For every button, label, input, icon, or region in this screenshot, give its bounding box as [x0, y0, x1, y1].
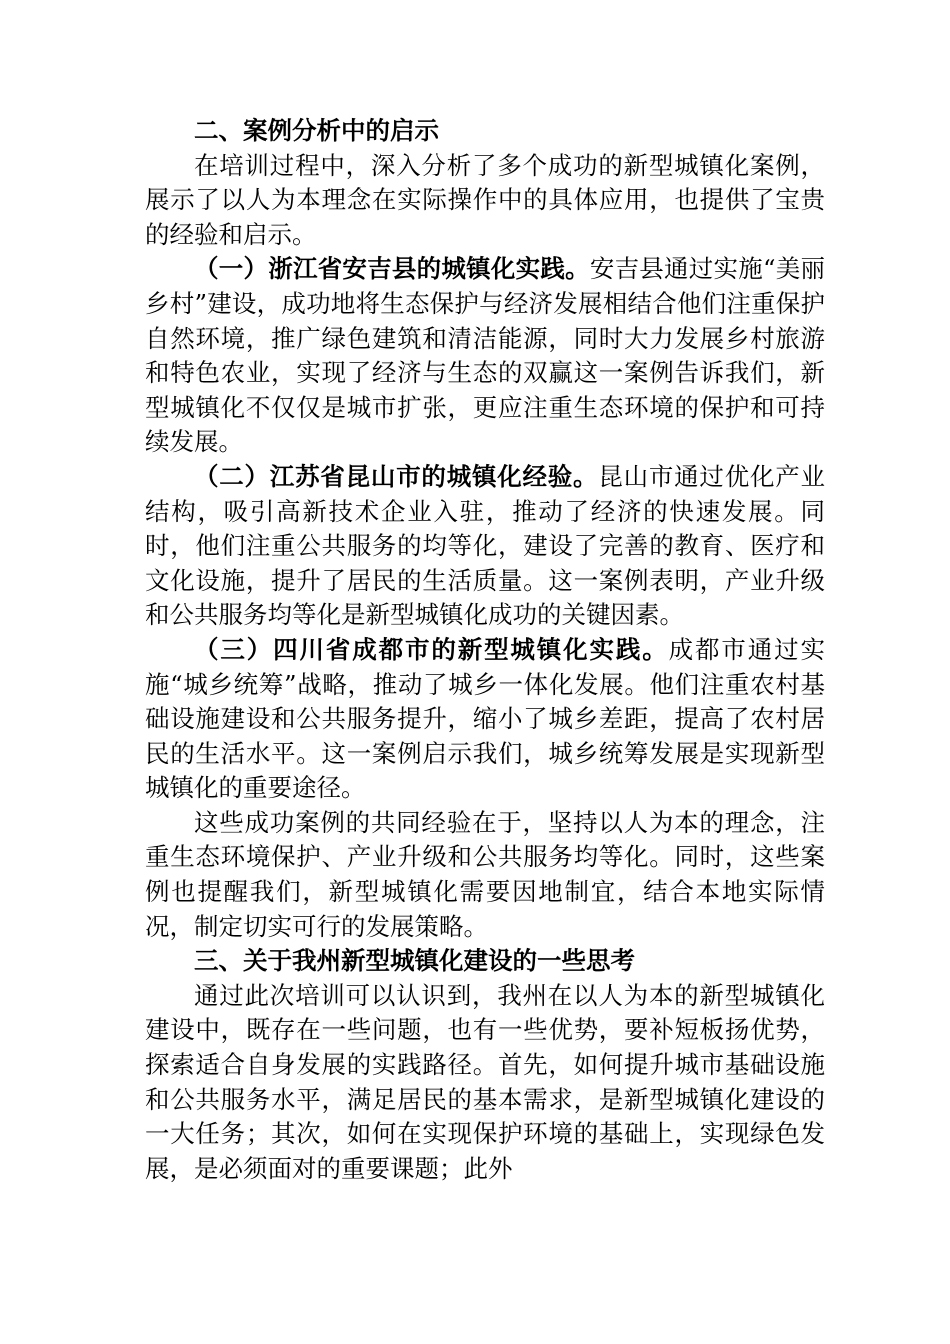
section-2-heading: 二、案例分析中的启示 [194, 116, 439, 145]
section-3-heading: 三、关于我州新型城镇化建设的一些思考 [194, 946, 635, 976]
case-1-paragraph [145, 252, 825, 460]
case-2-lead: （二）江苏省昆山市的城镇化经验。 [194, 461, 599, 491]
section-2-intro: 在培训过程中，深入分析了多个成功的新型城镇化案例，展示了以人为本理念在实际操作中的具体应用，也提供了宝贵的经验和启示。 [145, 150, 825, 249]
case-1-body: 安吉县通过实施“美丽乡村”建设，成功地将生态保护与经济发展相结合他们注重保护自然环境，推广绿色建筑和清洁能源，同时大力发展乡村旅游和特色农业，实现了经济与生态的双赢这一案例告诉我们，新型城镇化不仅仅是城市扩张，更应注重生态环境的保护和可持续发展。 [145, 254, 826, 457]
case-3-body: 成都市通过实施“城乡统筹”战略，推动了城乡一体化发展。他们注重农村基础设施建设和公共服务提升，缩小了城乡差距，提高了农村居民的生活水平。这一案例启示我们，城乡统筹发展是实现新型城镇化的重要途径。 [145, 634, 826, 803]
case-2-body: 昆山市通过优化产业结构，吸引高新技术企业入驻，推动了经济的快速发展。同时，他们注重公共服务的均等化，建设了完善的教育、医疗和文化设施，提升了居民的生活质量。这一案例表明，产业升级和公共服务均等化是新型城镇化成功的关键因素。 [145, 461, 826, 630]
case-1-lead: （一）浙江省安吉县的城镇化实践。 [194, 254, 590, 284]
case-3-paragraph [145, 633, 825, 806]
section-3-body: 通过此次培训可以认识到，我州在以人为本的新型城镇化建设中，既存在一些问题，也有一些优势，要补短板扬优势，探索适合自身发展的实践路径。首先，如何提升城市基础设施和公共服务水平，满足居民的基本需求，是新型城镇化建设的一大任务；其次，如何在实现保护环境的基础上，实现绿色发展，是必须面对的重要课题；此外 [145, 980, 825, 1183]
case-2-paragraph [145, 460, 825, 633]
section-2-summary: 这些成功案例的共同经验在于，坚持以人为本的理念，注重生态环境保护、产业升级和公共服务均等化。同时，这些案例也提醒我们，新型城镇化需要因地制宜，结合本地实际情况，制定切实可行的发展策略。 [145, 807, 825, 941]
document-page [145, 114, 825, 1186]
case-3-lead: （三）四川省成都市的新型城镇化实践。 [194, 634, 669, 664]
